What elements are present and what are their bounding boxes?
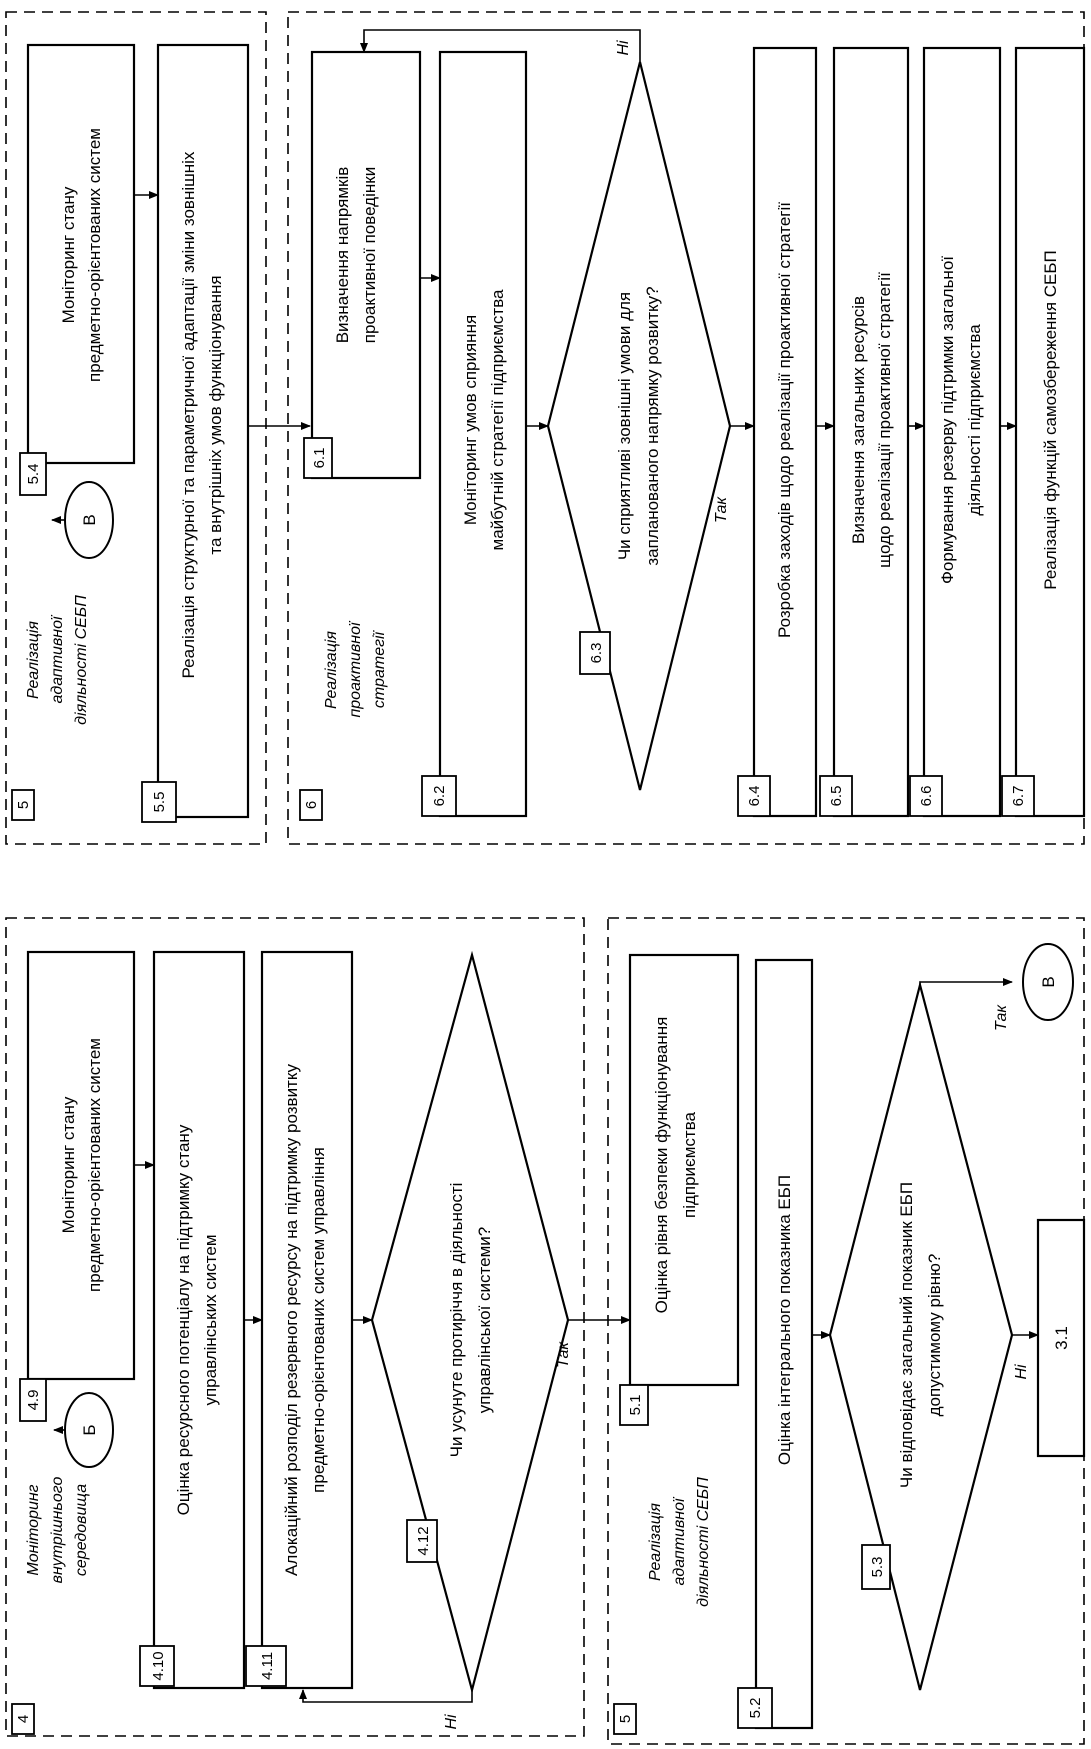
step-5-4 [28,45,134,463]
panel-5b-title-line1: Реалізація [647,1503,664,1581]
step-6-4-text-line1: Розробка заходів щодо реалізації проактивної стратегії [775,202,794,638]
panel-4-title-line1: Моніторинг [25,1484,42,1576]
step-6-6-number: 6.6 [918,785,935,807]
step-5-4-text-line2: предметно-орієнтованих систем [85,128,104,382]
step-4-10-text-line2: управлінських систем [201,1234,220,1406]
panel-6-title-line3: стратегії [371,631,388,709]
panel-4 [12,952,630,1734]
panel-4-title-line3: середовища [73,1483,90,1577]
step-4-10-number: 4.10 [150,1651,167,1681]
panel-4-number: 4 [15,1714,32,1724]
decision-5-3-text-line2: допустимому рівню? [925,1253,944,1417]
step-6-6-text-line1: Формування резерву підтримки загальної [938,256,957,584]
decision-4-12 [372,955,568,1690]
step-4-10-text-line1: Оцінка ресурсного потенціалу на підтримку стану [174,1124,193,1516]
step-6-7-text-line1: Реалізація функцій самозбереження СЕБП [1041,250,1060,590]
step-6-2 [440,52,526,816]
panel-5a [12,45,310,822]
step-5-5 [158,45,248,817]
step-5-1-text-line2: підприємства [680,1111,699,1219]
panel-6-title-line2: проактивної [347,622,364,718]
decision-5-3 [830,985,1012,1690]
step-6-6 [924,48,1000,816]
decision-5-3-number: 5.3 [869,1556,886,1578]
step-4-10 [154,952,244,1688]
step-5-5-number: 5.5 [151,791,168,813]
step-6-4-number: 6.4 [746,785,763,807]
panel-6-number: 6 [303,800,320,810]
step-4-11 [262,952,352,1688]
decision-4-12-no-label: Ні [443,1714,460,1730]
step-6-5-number: 6.5 [828,785,845,807]
step-4-11-text-line1: Алокаційний розподіл резервного ресурсу на підтримку розвитку [282,1064,301,1576]
panel-5a-title-line1: Реалізація [25,621,42,699]
step-6-6-text-line2: діяльності підприємства [965,324,984,516]
step-5-1-text-line1: Оцінка рівня безпеки функціонування [652,1016,671,1314]
step-5-1-number: 5.1 [627,1394,644,1416]
decision-6-3-no-label: Ні [615,40,632,56]
decision-6-3-text-line1: Чи сприятливі зовнішні умови для [615,291,634,561]
panel-5a-title-line3: діяльності СЕБП [73,595,90,725]
panel-4-title-line2: внутрішнього [49,1476,66,1584]
step-6-7-number: 6.7 [1010,785,1027,807]
panel-5b-title-line2: адаптивної [671,1498,688,1586]
connector-b-label: Б [80,1424,99,1436]
step-6-5 [834,48,908,816]
step-4-11-text-line2: предметно-орієнтованих систем управління [309,1147,328,1493]
decision-6-3 [548,62,730,790]
decision-6-3-yes-label: Так [713,497,730,523]
step-4-9 [28,952,134,1379]
step-5-4-number: 5.4 [25,463,42,485]
step-6-2-text-line2: майбутній стратегії підприємства [488,289,507,551]
step-6-2-text-line1: Моніторинг умов сприяння [461,314,480,526]
step-6-5-text-line2: щодо реалізації проактивної стратегії [875,272,894,568]
panel-6-title-line1: Реалізація [323,631,340,709]
step-6-1-number: 6.1 [311,447,328,469]
connector-v-bottom-label: В [1039,976,1058,988]
panel-6 [300,30,1084,820]
panel-5b [614,944,1084,1734]
step-6-1-text-line2: проактивної поведінки [360,166,379,344]
step-5-2-number: 5.2 [747,1697,764,1719]
panel-5a-number: 5 [15,800,32,810]
step-4-9-text-line1: Моніторинг стану [59,1096,78,1234]
step-5-2-text-line1: Оцінка інтегрального показника ЕБП [775,1174,794,1466]
step-6-1-text-line1: Визначення напрямків [333,166,352,344]
step-6-2-number: 6.2 [431,785,448,807]
panel-5b-title-line3: діяльності СЕБП [695,1477,712,1607]
panel-5b-number: 5 [617,1714,634,1724]
step-6-5-text-line1: Визначення загальних ресурсів [849,295,868,545]
decision-5-3-no-label: Ні [1013,1364,1030,1380]
step-5-4-text-line1: Моніторинг стану [59,186,78,324]
panel-5a-title-line2: адаптивної [49,616,66,704]
step-4-11-number: 4.11 [259,1651,276,1681]
step-4-9-text-line2: предметно-орієнтованих систем [85,1038,104,1292]
decision-6-3-text-line2: запланованого напрямку розвитку? [643,286,662,566]
connector-v-top-label: В [80,514,99,526]
decision-4-12-text-line2: управлінської системи? [475,1226,494,1414]
step-5-5-text-line2: та внутрішніх умов функціонування [206,275,225,555]
decision-4-12-yes-label: Так [555,1342,572,1368]
decision-6-3-number: 6.3 [588,642,605,664]
step-4-9-number: 4.9 [25,1389,42,1411]
step-3-1-number: 3.1 [1052,1326,1071,1350]
decision-4-12-text-line1: Чи усунуте протиріччя в діяльності [447,1182,466,1458]
decision-5-3-yes-label: Так [993,1005,1010,1031]
decision-5-3-text-line1: Чи відповідає загальний показник ЕБП [897,1181,916,1489]
decision-4-12-number: 4.12 [415,1526,432,1556]
step-5-5-text-line1: Реалізація структурної та параметричної адаптації зміни зовнішніх [179,151,198,679]
